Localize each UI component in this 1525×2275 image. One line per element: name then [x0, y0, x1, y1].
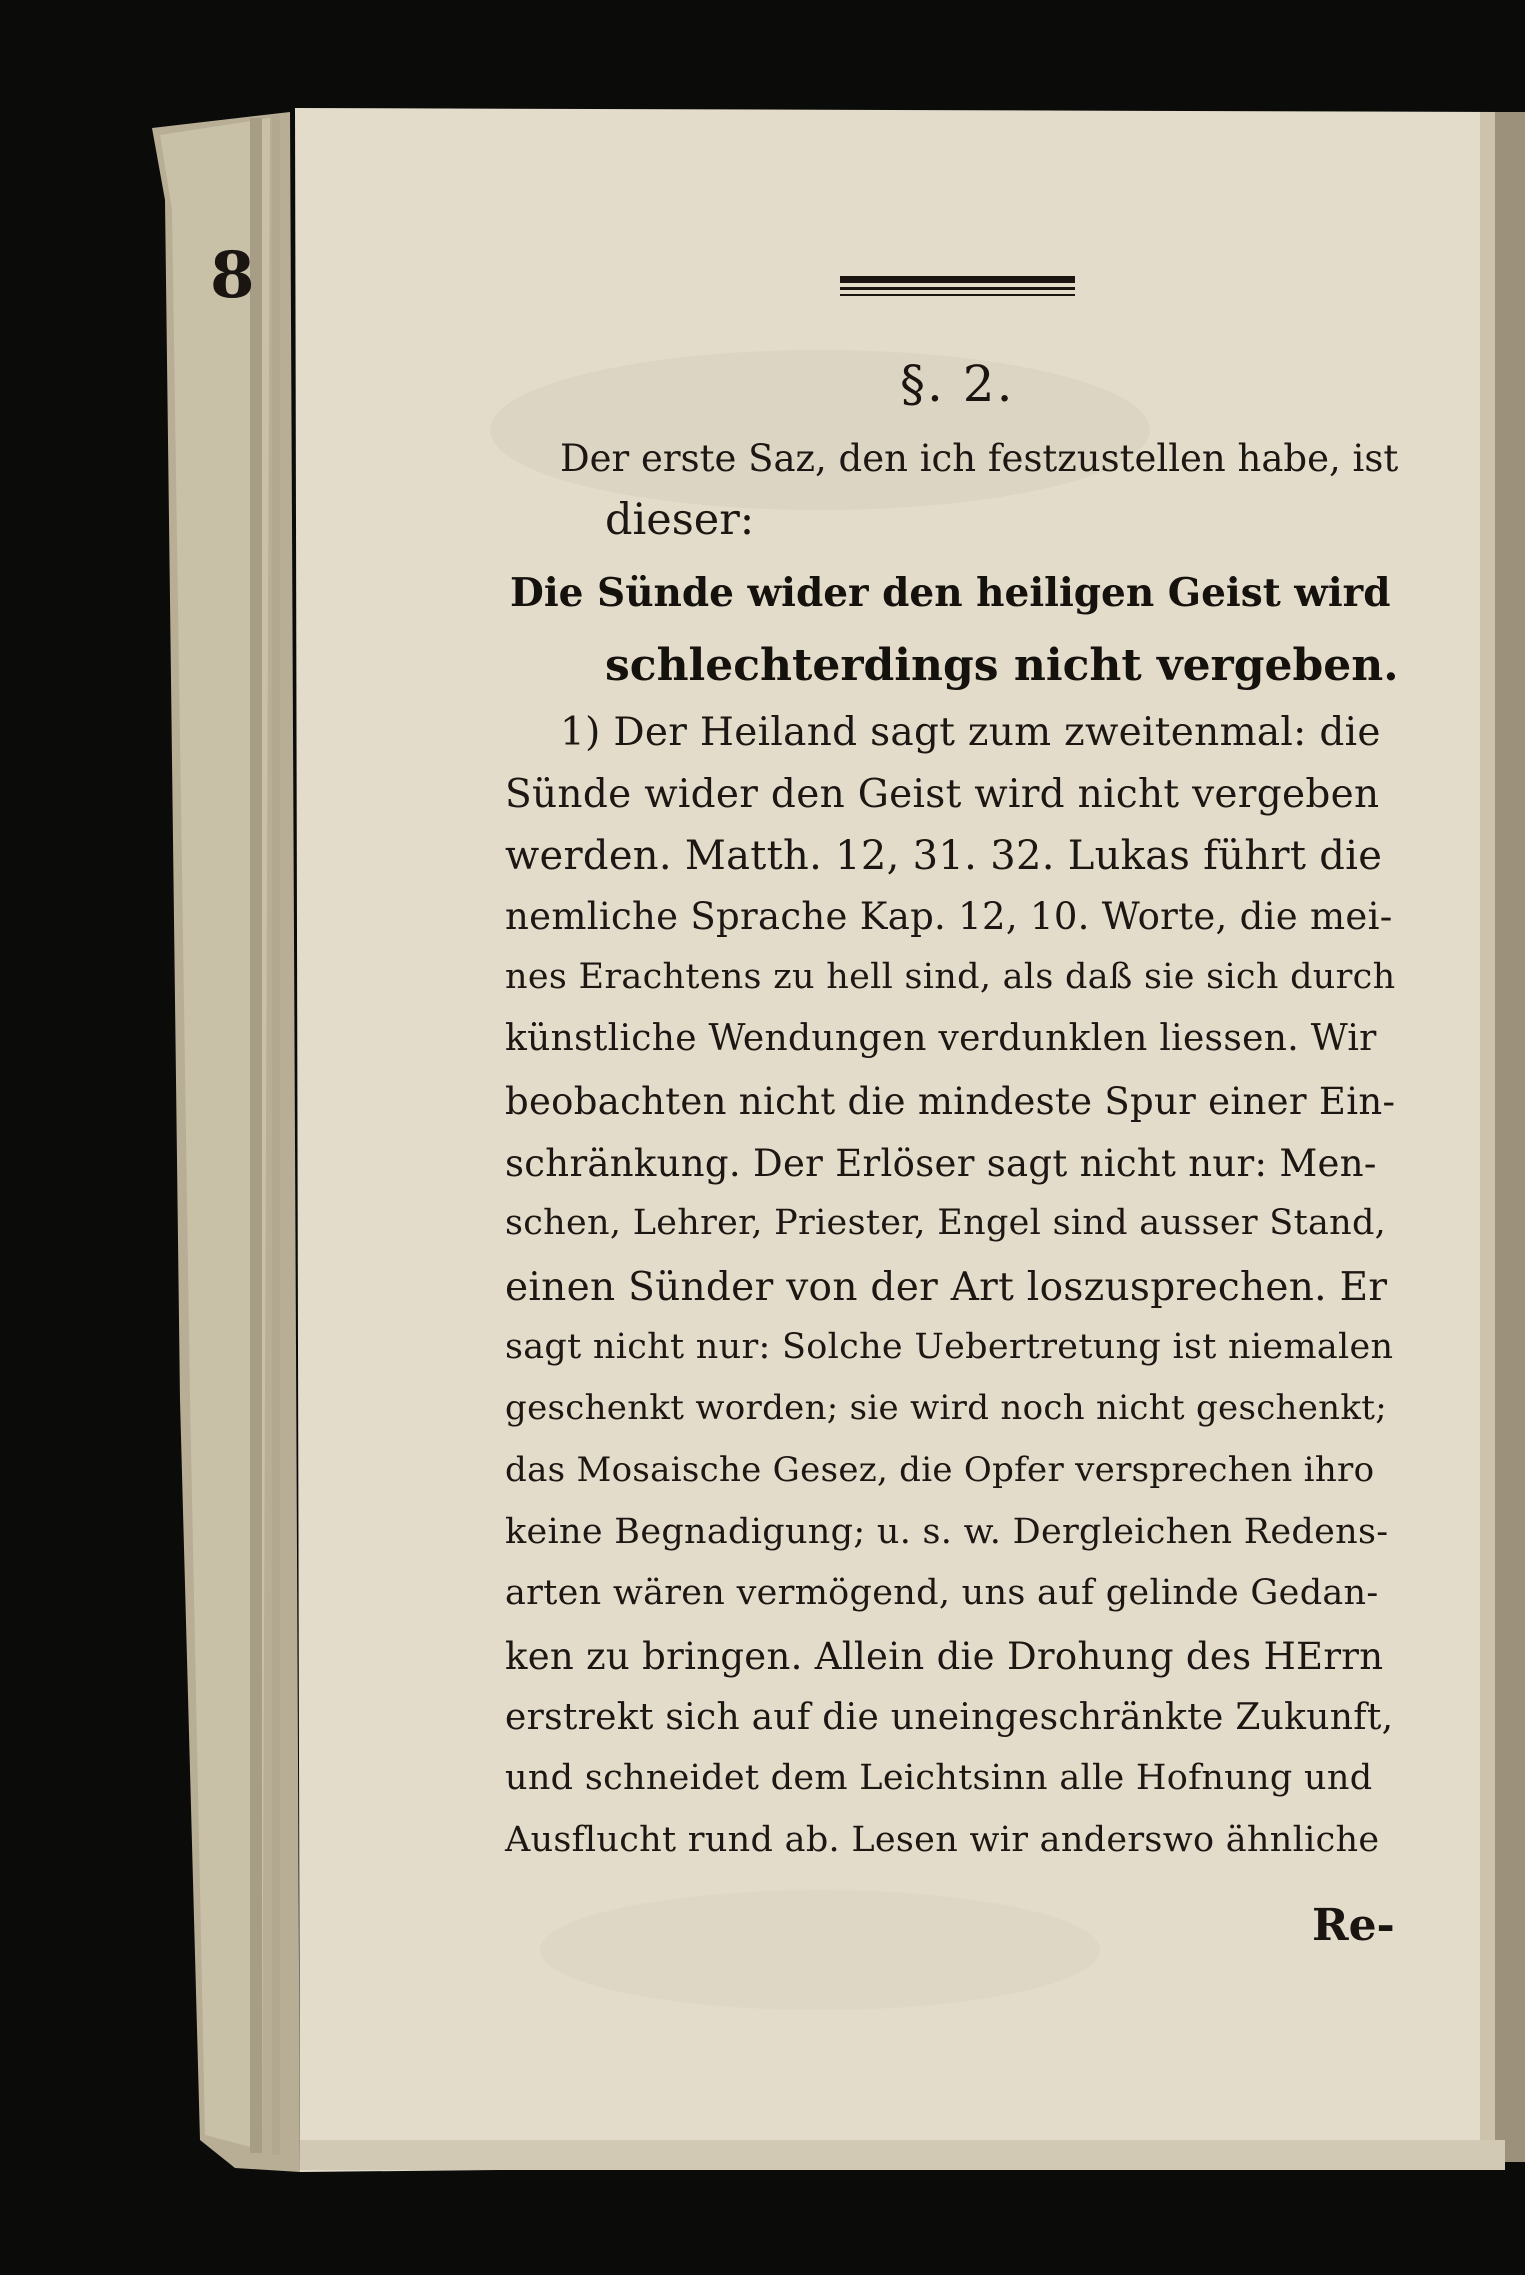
body-line-16: ken zu bringen. Allein die Drohung des HErrn — [505, 1635, 1384, 1678]
page-number: 8 — [210, 238, 255, 313]
body-line-2: Sünde wider den Geist wird nicht vergeben — [505, 772, 1380, 817]
body-line-9: schen, Lehrer, Priester, Engel sind ausser Stand, — [505, 1203, 1387, 1243]
body-line-19: Ausflucht rund ab. Lesen wir anderswo ähnliche — [505, 1820, 1380, 1860]
body-line-1: 1) Der Heiland sagt zum zweitenmal: die — [560, 710, 1381, 755]
body-line-11: sagt nicht nur: Solche Uebertretung ist niemalen — [505, 1327, 1394, 1367]
body-line-12: geschenkt worden; sie wird noch nicht geschenkt; — [505, 1388, 1387, 1428]
body-line-8: schränkung. Der Erlöser sagt nicht nur: Men- — [505, 1142, 1377, 1185]
body-line-13: das Mosaische Gesez, die Opfer versprechen ihro — [505, 1450, 1375, 1490]
body-line-6: künstliche Wendungen verdunklen liessen. Wir — [505, 1018, 1377, 1059]
body-line-4: nemliche Sprache Kap. 12, 10. Worte, die mei- — [505, 895, 1393, 938]
body-line-3: werden. Matth. 12, 31. 32. Lukas führt die — [505, 833, 1383, 879]
body-line-18: und schneidet dem Leichtsinn alle Hofnung und — [505, 1758, 1373, 1798]
body-line-7: beobachten nicht die mindeste Spur einer Ein- — [505, 1080, 1396, 1123]
body-line-17: erstrekt sich auf die uneingeschränkte Zukunft, — [505, 1697, 1394, 1738]
thesis-line-2: schlechterdings nicht vergeben. — [605, 640, 1399, 691]
catchword: Re- — [1312, 1900, 1395, 1951]
body-line-14: keine Begnadigung; u. s. w. Dergleichen Redens- — [505, 1512, 1389, 1552]
body-line-15: arten wären vermögend, uns auf gelinde Gedan- — [505, 1573, 1379, 1613]
intro-line-2: dieser: — [605, 495, 755, 545]
header-rule — [840, 272, 1075, 302]
section-heading: §. 2. — [900, 355, 1015, 413]
intro-line-1: Der erste Saz, den ich festzustellen habe, ist — [560, 437, 1399, 480]
body-line-10: einen Sünder von der Art loszusprechen. Er — [505, 1265, 1388, 1310]
body-line-5: nes Erachtens zu hell sind, als daß sie sich durch — [505, 957, 1396, 997]
thesis-line-1: Die Sünde wider den heiligen Geist wird — [510, 570, 1391, 616]
